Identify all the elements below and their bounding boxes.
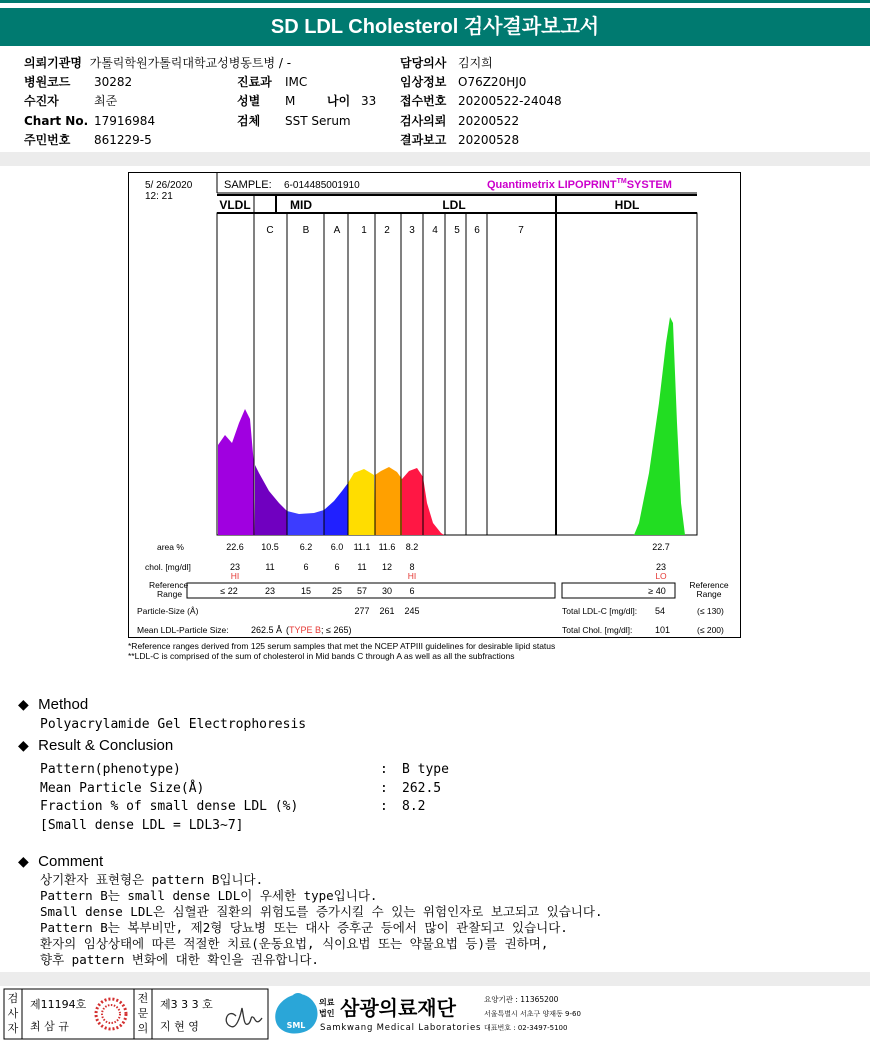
specialist-char-3: 의 — [137, 1022, 149, 1035]
inspector-char-1: 검 — [7, 992, 19, 1005]
comment-line-2: Pattern B는 small dense LDL이 우세한 type입니다. — [40, 888, 378, 903]
info-doctor: 담당의사 김지희 — [400, 56, 493, 70]
electrophoresis-profile — [218, 317, 685, 535]
ref-hdl: ≥ 40 — [648, 586, 666, 596]
specialist-no: 제3 3 3 호 — [160, 998, 213, 1011]
info-specimen: 검체 SST Serum — [237, 114, 351, 128]
diamond-icon: ◆ — [18, 696, 29, 712]
flag-vldl-hi: HI — [230, 571, 240, 581]
info-clinical: 임상정보 O76Z20HJ0 — [400, 75, 527, 89]
band-3: 3 — [409, 225, 415, 236]
chol-label: chol. [mg/dl] — [145, 562, 191, 572]
comment-heading: ◆ Comment — [18, 853, 104, 870]
ref-label-1: Reference — [149, 580, 189, 590]
particle-ldl2: 261 — [379, 606, 395, 616]
org-small-2: 법인 — [319, 1009, 335, 1018]
chol-ldl3: 8 — [409, 562, 415, 572]
chol-vldl: 23 — [229, 562, 241, 572]
chol-hdl: 23 — [655, 562, 667, 572]
peak-ldl1 — [348, 469, 375, 535]
comment-line-1: 상기환자 표현형은 pattern B입니다. — [40, 872, 264, 887]
total-chol-label: Total Chol. [mg/dl]: — [562, 625, 633, 635]
footer-graphics — [0, 988, 870, 1040]
total-ldl-value: 54 — [655, 606, 666, 616]
org-small-1: 의료 — [319, 998, 335, 1007]
chol-b: 6 — [303, 562, 309, 572]
footnote-1: *Reference ranges derived from 125 serum samples that met the NCEP ATPIII guidelines for desirable lipid status — [128, 641, 556, 651]
group-mid: MID — [290, 198, 312, 212]
result-mean-colon: : — [380, 781, 388, 796]
group-hdl: HDL — [614, 198, 640, 212]
info-report-date: 결과보고 20200528 — [400, 133, 520, 147]
result-pattern-value: B type — [402, 762, 449, 777]
peak-hdl — [634, 317, 685, 535]
total-ldl-label: Total LDL-C [mg/dl]: — [562, 606, 638, 616]
peak-mid-c — [255, 465, 287, 535]
area-ldl2: 11.6 — [378, 542, 396, 552]
result-heading: ◆ Result & Conclusion — [18, 737, 174, 754]
result-mean-value: 262.5 — [402, 781, 442, 796]
peak-mid-b — [287, 510, 324, 535]
contact-1: 요양기관 : 11365200 — [484, 995, 559, 1004]
particle-ldl1: 277 — [354, 606, 370, 616]
band-7: 7 — [518, 225, 524, 236]
diamond-icon: ◆ — [18, 737, 29, 753]
contact-2: 서울특별시 서초구 양재동 9-60 — [484, 1010, 581, 1018]
inspector-no: 제11194호 — [30, 998, 87, 1011]
ref-right-2: Range — [696, 589, 722, 599]
comment-line-6: 향후 pattern 변화에 대한 확인을 권유합니다. — [40, 952, 319, 967]
ref-b: 15 — [300, 586, 312, 596]
inspector-char-3: 자 — [7, 1022, 19, 1035]
area-c: 10.5 — [261, 542, 279, 552]
inspector-name: 최 삼 규 — [30, 1020, 69, 1033]
info-chart-no: Chart No. 17916984 — [24, 114, 156, 128]
system-name: Quantimetrix LIPOPRINT™SYSTEM — [487, 178, 672, 191]
lipoprint-graph — [129, 173, 740, 637]
band-1: 1 — [361, 225, 367, 236]
particle-size-label: Particle-Size (Å) — [137, 606, 199, 616]
ref-label-2: Range — [157, 589, 183, 599]
result-fraction-value: 8.2 — [402, 799, 426, 814]
band-b: B — [302, 225, 310, 236]
info-department: 진료과 IMC — [237, 75, 308, 89]
chol-c: 11 — [265, 562, 275, 572]
sml-logo-icon — [275, 993, 317, 1034]
sample-id: 6-014485001910 — [284, 180, 360, 191]
chol-ldl1: 11 — [357, 562, 367, 572]
specialist-name: 지 현 영 — [160, 1020, 199, 1033]
specialist-char-1: 전 — [137, 992, 149, 1005]
area-vldl: 22.6 — [226, 542, 244, 552]
footer — [0, 988, 870, 1040]
result-mean-label: Mean Particle Size(Å) — [40, 781, 205, 796]
sample-label: SAMPLE: — [224, 179, 272, 191]
band-5: 5 — [454, 225, 460, 236]
band-4: 4 — [432, 225, 438, 236]
flag-ldl3-hi: HI — [407, 571, 417, 581]
info-request-date: 검사의뢰 20200522 — [400, 114, 520, 128]
ref-c: 23 — [264, 586, 276, 596]
band-a: A — [333, 225, 341, 236]
result-pattern-label: Pattern(phenotype) — [40, 762, 181, 777]
info-institution: 의뢰기관명 가톨릭학원가톨릭대학교성병동트병 / - — [24, 56, 292, 70]
chol-a: 6 — [334, 562, 340, 572]
band-6: 6 — [474, 225, 480, 236]
ref-ldl2: 30 — [381, 586, 393, 596]
lipoprint-report — [128, 172, 741, 638]
info-patient: 수진자 최준 — [24, 94, 118, 108]
info-resident-no: 주민번호 861229-5 — [24, 133, 152, 147]
report-time: 12: 21 — [145, 191, 173, 202]
comment-line-4: Pattern B는 복부비만, 제2형 당뇨병 또는 대사 증후군 등에서 많이 관찰되고 있습니다. — [40, 920, 568, 935]
ref-ldl1: 57 — [356, 586, 368, 596]
method-heading: ◆ Method — [18, 696, 89, 713]
group-ldl: LDL — [442, 198, 466, 212]
comment-line-3: Small dense LDL은 심혈관 질환의 위험도를 증가시킬 수 있는 위험인자로 보고되고 있습니다. — [40, 904, 603, 919]
inspector-char-2: 사 — [7, 1007, 19, 1020]
org-english: Samkwang Medical Laboratories — [320, 1023, 482, 1033]
specialist-char-2: 문 — [137, 1007, 149, 1020]
method-text: Polyacrylamide Gel Electrophoresis — [40, 717, 307, 732]
peak-ldl2 — [375, 467, 402, 535]
top-accent-line — [0, 0, 870, 3]
footnote-2: **LDL-C is comprised of the sum of cholesterol in Mid bands C through A as well as all the subfractions — [128, 651, 515, 661]
result-pattern-colon: : — [380, 762, 388, 777]
signature-icon — [226, 1008, 262, 1027]
info-sex: 성별 M — [237, 94, 296, 108]
area-b: 6.2 — [299, 542, 313, 552]
sml-text: SML — [286, 1021, 306, 1030]
area-a: 6.0 — [330, 542, 344, 552]
org-name: 삼광의료재단 — [340, 996, 456, 1020]
area-ldl1: 11.1 — [353, 542, 371, 552]
total-chol-value: 101 — [655, 625, 671, 635]
diamond-icon: ◆ — [18, 853, 29, 869]
ref-right-1: Reference — [689, 580, 729, 590]
mean-ldl-label: Mean LDL-Particle Size: — [137, 625, 229, 635]
contact-3: 대표번호 : 02-3497-5100 — [484, 1024, 568, 1032]
ref-a: 25 — [331, 586, 343, 596]
result-fraction-colon: : — [380, 799, 388, 814]
total-ldl-ref: (≤ 130) — [697, 606, 724, 616]
chol-ldl2: 12 — [381, 562, 393, 572]
patient-info — [0, 46, 870, 150]
report-title: SD LDL Cholesterol 검사결과보고서 — [0, 8, 870, 46]
total-chol-ref: (≤ 200) — [697, 625, 724, 635]
info-hospital-code: 병원코드 30282 — [24, 75, 133, 89]
result-fraction-label: Fraction % of small dense LDL (%) — [40, 799, 299, 814]
result-note: [Small dense LDL = LDL3~7] — [40, 818, 244, 833]
area-label: area % — [157, 542, 184, 552]
comment-line-5: 환자의 임상상태에 따른 적절한 치료(운동요법, 식이요법 또는 약물요법 등)를 권하며, — [40, 936, 549, 951]
area-ldl3: 8.2 — [405, 542, 419, 552]
flag-hdl-lo: LO — [655, 571, 667, 581]
footer-separator — [0, 972, 870, 986]
report-date: 5/ 26/2020 — [145, 180, 193, 191]
particle-ldl3: 245 — [404, 606, 420, 616]
band-2: 2 — [384, 225, 390, 236]
peak-vldl — [218, 409, 255, 535]
peak-mid-a — [324, 483, 348, 535]
group-vldl: VLDL — [219, 198, 251, 212]
info-age: 나이 33 — [327, 94, 377, 108]
mean-ldl-value: 262.5 Å (TYPE B; ≤ 265) — [251, 625, 352, 635]
seal-icon — [96, 999, 126, 1029]
info-separator — [0, 152, 870, 166]
area-hdl: 22.7 — [652, 542, 670, 552]
ref-vldl: ≤ 22 — [220, 586, 238, 596]
band-c: C — [266, 225, 274, 236]
info-receipt-no: 접수번호 20200522-24048 — [400, 94, 562, 108]
ref-ldl3: 6 — [409, 586, 415, 596]
